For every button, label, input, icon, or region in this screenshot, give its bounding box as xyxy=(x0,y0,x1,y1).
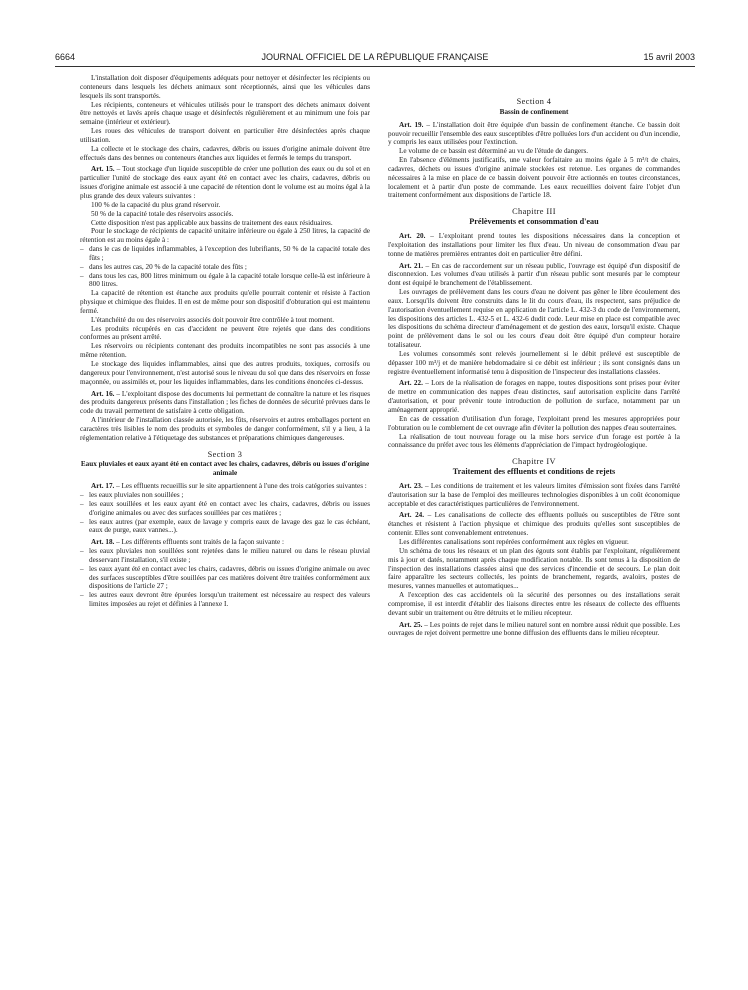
list-item: – les eaux pluviales non souillées ; xyxy=(80,491,370,500)
article-label: Art. 25. xyxy=(399,620,423,629)
section-4-heading: Section 4 xyxy=(516,97,552,106)
paragraph: Les différentes canalisations sont repérées conformément aux règles en vigueur. xyxy=(399,537,629,546)
list-item: – les eaux ayant été en contact avec les chairs, cadavres, débris ou issues d'origine animale ou avec des surfaces susceptibles d'être souillées par ces matières doivent être traitées conformément aux dispositions de l'article 27 ; xyxy=(80,565,370,592)
article-text: – L'installation doit être équipée d'un bassin de confinement étanche. Ce bassin doit pouvoir recueillir l'ensemble des eaux susceptibles d'être polluées lors d'un accident ou d'un incendie, y compris les eaux utilisées pour l'extinction. xyxy=(388,120,680,147)
paragraph: L'installation doit disposer d'équipements adéquats pour nettoyer et désinfecter les récipients ou conteneurs dans lesquels les déchets animaux sont réceptionnés, ainsi que les véhicules dans lesquels ils sont transportés. xyxy=(80,74,370,100)
article-text: – L'exploitant prend toutes les dispositions nécessaires dans la conception et l'exploitation des installations pour limiter les flux d'eau. Un niveau de consommation d'eau par tonne de matières premières entrantes doit en particulier être défini. xyxy=(388,231,680,258)
article-21 xyxy=(388,262,680,289)
paragraph: L'étanchéité du ou des réservoirs associés doit pouvoir être contrôlée à tout moment. xyxy=(91,315,334,324)
chapter-3-heading: Chapitre III xyxy=(512,207,556,217)
list-item: – les autres eaux devront être épurées lorsqu'un traitement est nécessaire au respect des valeurs limites imposées au rejet et définies à l'annexe I. xyxy=(80,591,370,609)
section-3-heading: Section 3 xyxy=(207,449,243,459)
article-label: Art. 19. xyxy=(399,120,424,129)
paragraph: Pour le stockage de récipients de capacité unitaire inférieure ou égale à 250 litres, la capacité de rétention est au moins égale à : xyxy=(80,227,370,245)
paragraph: A l'intérieur de l'installation classée autorisée, les fûts, réservoirs et autres emballages portent en caractères très lisibles le nom des produits et symboles de danger conformément, s'il y a lieu, à la réglementation relative à l'étiquetage des substances et préparations chimiques dangereuses. xyxy=(80,416,370,442)
paragraph: Un schéma de tous les réseaux et un plan des égouts sont établis par l'exploitant, régulièrement mis à jour et datés, notamment après chaque modification notable. Ils sont tenus à la disposition de l'inspection des installations classées ainsi que des services d'incendie et de secours. Le plan doit faire apparaître les secteurs collectés, les points de branchement, regards, avaloirs, postes de mesures, vannes manuelles et automatiques... xyxy=(388,546,680,591)
left-column xyxy=(80,74,370,609)
article-label: Art. 20. xyxy=(399,231,426,240)
article-22 xyxy=(388,379,680,414)
article-text: – Lors de la réalisation de forages en nappe, toutes dispositions sont prises pour éviter de mettre en communication des nappes d'eau distinctes, sauf autorisation explicite dans l'arrêté d'autorisation, et pour prévenir toute introduction de pollution de surface, notamment par un aménagement approprié. xyxy=(388,379,680,414)
paragraph: Les roues des véhicules de transport doivent en particulier être désinfectées après chaque utilisation. xyxy=(80,127,370,144)
list-item: – les eaux autres (par exemple, eaux de lavage y compris eaux de lavage des gaz le cas échéant, eaux de purge, eaux vannes...). xyxy=(80,518,370,536)
article-15 xyxy=(80,165,370,200)
article-label: Art. 15. xyxy=(91,165,115,174)
chapter-4-title: Traitement des effluents et conditions de rejets xyxy=(452,467,616,477)
paragraph: La collecte et le stockage des chairs, cadavres, débris ou issues d'origine animale doivent être effectués dans des bennes ou conteneurs étanches aux liquides et fermés le temps du transport. xyxy=(80,144,370,162)
article-label: Art. 17. xyxy=(91,482,115,491)
article-label: Art. 18. xyxy=(91,538,115,547)
paragraph: 50 % de la capacité totale des réservoirs associés. xyxy=(91,209,234,218)
paragraph: La réalisation de tout nouveau forage ou la mise hors service d'un forage est portée à la connaissance du préfet avec tous les éléments d'appréciation de l'impact hydrogéologique. xyxy=(388,432,680,450)
article-19 xyxy=(388,121,680,148)
header-rule xyxy=(55,66,695,67)
article-label: Art. 16. xyxy=(91,389,115,398)
paragraph: Le volume de ce bassin est déterminé au vu de l'étude de dangers. xyxy=(399,147,589,156)
article-label: Art. 22. xyxy=(399,379,423,388)
article-23 xyxy=(388,482,680,509)
journal-title: JOURNAL OFFICIEL DE LA RÉPUBLIQUE FRANÇAISE xyxy=(261,52,489,62)
chapter-4-heading: Chapitre IV xyxy=(512,457,556,467)
article-25 xyxy=(388,621,680,639)
article-label: Art. 24. xyxy=(399,511,425,520)
section-4-title: Bassin de confinement xyxy=(499,107,569,116)
paragraph: Les réservoirs ou récipients contenant des produits incompatibles ne sont pas associés à une même rétention. xyxy=(80,342,370,360)
paragraph: 100 % de la capacité du plus grand réservoir. xyxy=(91,200,221,209)
article-text: – Les différents effluents sont traités de la façon suivante : xyxy=(114,538,284,547)
list-item: – dans le cas de liquides inflammables, à l'exception des lubrifiants, 50 % de la capacité totale des fûts ; xyxy=(80,245,370,263)
paragraph: A l'exception des cas accidentels où la sécurité des personnes ou des installations serait compromise, il est interdit d'établir des liaisons directes entre les réseaux de collecte des effluents devant subir un traitement ou être détruits et le milieu récepteur. xyxy=(388,591,680,617)
article-18 xyxy=(80,538,370,547)
article-text: – En cas de raccordement sur un réseau public, l'ouvrage est équipé d'un dispositif de disconnexion. Les volumes d'eau utilisés à partir d'un réseau public sont mesurés par le compteur dont est équipé le branchement de l'établissement. xyxy=(388,261,680,288)
paragraph: Les récipients, conteneurs et véhicules utilisés pour le transport des déchets animaux doivent être nettoyés et lavés après chaque usage et désinfectés régulièrement et au minimum une fois par semaine (intérieur et extérieur). xyxy=(80,100,370,127)
right-column xyxy=(388,74,680,638)
page-number: 6664 xyxy=(55,52,76,62)
paragraph: Les produits récupérés en cas d'accident ne peuvent être rejetés que dans des conditions conformes au présent arrêté. xyxy=(80,324,370,342)
paragraph: Cette disposition n'est pas applicable aux bassins de traitement des eaux résiduaires. xyxy=(91,218,333,227)
paragraph: En l'absence d'éléments justificatifs, une valeur forfaitaire au moins égale à 5 m³/t de chairs, cadavres, déchets ou issues d'origine animale stockées est retenue. Les organes de commandes nécessaires à la mise en place de ce bassin doivent pouvoir être actionnés en toutes circonstances, localement et à partir d'un poste de commande. Les eaux recueillies doivent faire l'objet d'un traitement conformément aux dispositions de l'article 18. xyxy=(388,156,680,200)
paragraph: Les ouvrages de prélèvement dans les cours d'eau ne doivent pas gêner le libre écoulement des eaux. Lorsqu'ils doivent être construits dans le lit du cours d'eau, ils respectent, sans préjudice de l'autorisation éventuellement requise en application de l'article L. 432-3 du code de l'environnement, les dispositions des articles L. 432-5 et L. 432-6 dudit code. Leur mise en place est compatible avec les dispositions du schéma directeur d'aménagement et de gestion des eaux, lorsqu'il existe. Chaque point de prélèvement dans le sol ou les cours d'eau doit être équipé d'un compteur horaire totalisateur. xyxy=(388,288,680,350)
paragraph: Le stockage des liquides inflammables, ainsi que des autres produits, toxiques, corrosifs ou dangereux pour l'environnement, n'est autorisé sous le niveau du sol que dans des réservoirs en fosse maçonnée, ou assimilés et, pour les liquides inflammables, dans les conditions énoncées ci-dessus. xyxy=(80,360,370,386)
article-17 xyxy=(80,482,370,491)
chapter-3-title: Prélèvements et consommation d'eau xyxy=(469,217,599,227)
article-text: – L'exploitant dispose des documents lui permettant de connaître la nature et les risques des produits dangereux présents dans l'installation ; les fiches de données de sécurité prévues dans le code du travail permettent de satisfaire à cette obligation. xyxy=(80,389,370,416)
article-text: – Les conditions de traitement et les valeurs limites d'émission sont fixées dans l'arrêté d'autorisation sur la base de l'emploi des meilleures technologies disponibles à un coût économique acceptable et des caractéristiques particulières de l'environnement. xyxy=(388,481,680,508)
list-item: – les eaux souillées et les eaux ayant été en contact avec les chairs, cadavres, débris ou issues d'origine animales ou avec des surfaces souillées par ces matières ; xyxy=(80,500,370,518)
page-header xyxy=(55,52,695,66)
article-16 xyxy=(80,390,370,417)
paragraph: La capacité de rétention est étanche aux produits qu'elle pourrait contenir et résiste à l'action physique et chimique des fluides. Il en est de même pour son dispositif d'obturation qui est maintenu fermé. xyxy=(80,289,370,315)
article-label: Art. 21. xyxy=(399,261,424,270)
list-item: – dans tous les cas, 800 litres minimum ou égale à la capacité totale lorsque celle-là est inférieure à 800 litres. xyxy=(80,272,370,290)
section-3-title: Eaux pluviales et eaux ayant été en contact avec les chairs, cadavres, débris ou issues d'origine animale xyxy=(80,460,370,478)
article-text: – Les points de rejet dans le milieu naturel sont en nombre aussi réduit que possible. Les ouvrages de rejet doivent permettre une bonne diffusion des effluents dans le milieu récepteur. xyxy=(388,620,681,638)
article-label: Art. 23. xyxy=(399,481,423,490)
article-20 xyxy=(388,232,680,259)
article-text: – Les effluents recueillis sur le site appartiennent à l'une des trois catégories suivantes : xyxy=(114,482,367,491)
publication-date: 15 avril 2003 xyxy=(643,52,695,62)
article-text: – Les canalisations de collecte des effluents pollués ou susceptibles de l'être sont étanches et résistent à l'action physique et chimique des produits qu'elles sont susceptibles de contenir. Elles sont convenablement entretenues. xyxy=(388,511,680,538)
article-text: – Tout stockage d'un liquide susceptible de créer une pollution des eaux ou du sol et en particulier l'unité de stockage des eaux ayant été en contact avec les chairs, cadavres, débris ou issues d'origine animale est associé à une capacité de rétention dont le volume est au moins égal à la plus grande des deux valeurs suivantes : xyxy=(80,165,371,200)
list-item: – dans les autres cas, 20 % de la capacité totale des fûts ; xyxy=(80,263,370,272)
article-24 xyxy=(388,511,680,538)
paragraph: Les volumes consommés sont relevés journellement si le débit prélevé est susceptible de dépasser 100 m³/j et de manière hebdomadaire si ce débit est inférieur ; ils sont consignés dans un registre éventuellement informatisé tenu à disposition de l'inspecteur des installations classées. xyxy=(388,349,680,376)
paragraph: En cas de cessation d'utilisation d'un forage, l'exploitant prend les mesures appropriées pour l'obturation ou le comblement de cet ouvrage afin d'éviter la pollution des nappes d'eau souterraines. xyxy=(388,414,680,432)
list-item: – les eaux pluviales non souillées sont rejetées dans le milieu naturel ou dans le réseau pluvial desservant l'installation, s'il existe ; xyxy=(80,547,370,565)
